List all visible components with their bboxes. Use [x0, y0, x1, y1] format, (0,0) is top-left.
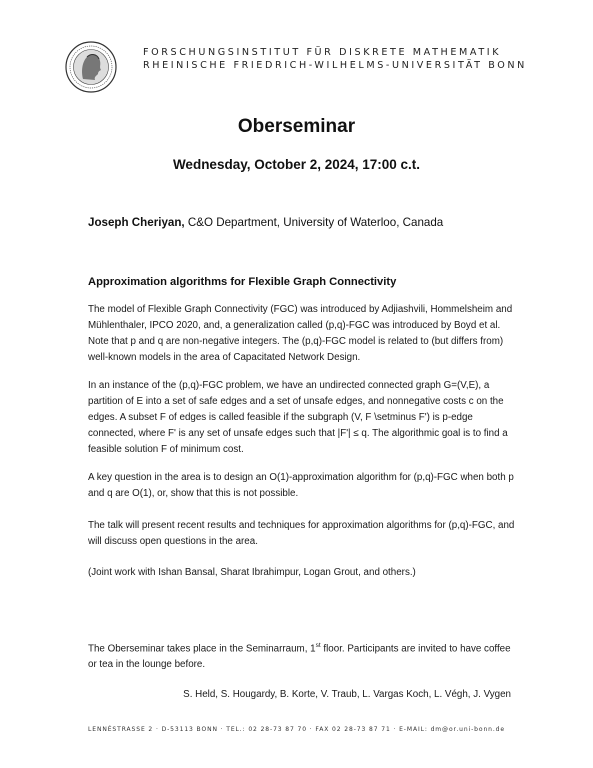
organizers-list: S. Held, S. Hougardy, B. Korte, V. Traub, L. Vargas Koch, L. Végh, J. Vygen	[183, 689, 511, 700]
institute-header	[143, 46, 563, 72]
page-title: Oberseminar	[237, 116, 356, 137]
floor-superscript: st	[315, 642, 321, 649]
speaker-affiliation: C&O Department, University of Waterloo, Canada	[184, 216, 444, 229]
venue-note-text-2: floor. Participants are invited to have coffee or tea in the lounge before.	[88, 643, 511, 671]
talk-title: Approximation algorithms for Flexible Graph Connectivity	[88, 276, 397, 288]
institute-name: FORSCHUNGSINSTITUT FÜR DISKRETE MATHEMATIK	[143, 47, 502, 58]
venue-note	[88, 638, 518, 673]
university-seal-icon	[65, 41, 117, 93]
speaker-name: Joseph Cheriyan,	[88, 216, 185, 229]
venue-note-text-1: The Oberseminar takes place in the Seminarraum, 1	[88, 643, 316, 655]
address-footer: LENNÉSTRASSE 2 · D-53113 BONN · TEL.: 02 28-73 87 70 · FAX 02 28-73 87 71 · E-MAIL: dm@or.uni-bonn.de	[88, 726, 505, 733]
speaker-line	[88, 216, 443, 229]
abstract-paragraph-2: In an instance of the (p,q)-FGC problem, we have an undirected connected graph G=(V,E), a partition of E into a set of safe edges and a set of unsafe edges, and nonnegative costs c on the edges. A subset F of edges is called feasible if the subgraph (V, F \setminus F') is p-edge connected, where F' is any set of unsafe edges such that |F'| ≤ q. The algorithmic goal is to find a feasible solution F of minimum cost.	[88, 380, 508, 455]
university-name: RHEINISCHE FRIEDRICH-WILHELMS-UNIVERSITÄT BONN	[143, 60, 527, 71]
abstract-paragraph-3: A key question in the area is to design an O(1)-approximation algorithm for (p,q)-FGC when both p and q are O(1), or, show that this is not possible.	[88, 472, 514, 499]
abstract-paragraph-4: The talk will present recent results and techniques for approximation algorithms for (p,q)-FGC, and will discuss open questions in the area.	[88, 520, 515, 547]
abstract-paragraph-1: The model of Flexible Graph Connectivity (FGC) was introduced by Adjiashvili, Hommelsheim and Mühlenthaler, IPCO 2020, and, a generalization called (p,q)-FGC was introduced by Boyd et al. Note that p and q are non-negative integers. The (p,q)-FGC model is related to (but differs from) well-known models in the area of Capacitated Network Design.	[88, 304, 513, 363]
joint-work-note: (Joint work with Ishan Bansal, Sharat Ibrahimpur, Logan Grout, and others.)	[88, 567, 416, 578]
event-datetime: Wednesday, October 2, 2024, 17:00 c.t.	[172, 157, 421, 172]
